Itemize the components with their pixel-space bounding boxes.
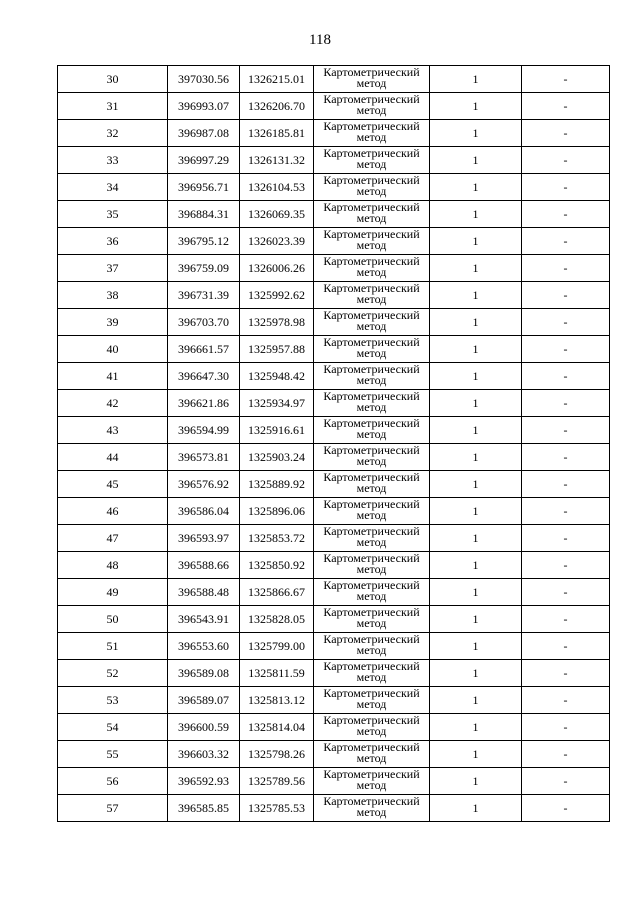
coordinate-x-cell: 396661.57 xyxy=(168,336,240,363)
description-cell: - xyxy=(522,768,610,795)
accuracy-cell: 1 xyxy=(430,660,522,687)
accuracy-cell: 1 xyxy=(430,471,522,498)
table-row xyxy=(58,741,610,768)
description-cell: - xyxy=(522,282,610,309)
description-cell: - xyxy=(522,741,610,768)
coordinate-x-cell: 396997.29 xyxy=(168,147,240,174)
accuracy-cell: 1 xyxy=(430,66,522,93)
accuracy-cell: 1 xyxy=(430,363,522,390)
method-cell xyxy=(314,201,430,228)
coordinate-x-cell: 396795.12 xyxy=(168,228,240,255)
method-cell xyxy=(314,660,430,687)
point-number-cell: 45 xyxy=(58,471,168,498)
method-label: Картометрический метод xyxy=(323,552,420,576)
coordinate-y-cell: 1325957.88 xyxy=(240,336,314,363)
method-cell xyxy=(314,687,430,714)
table-row xyxy=(58,660,610,687)
accuracy-cell: 1 xyxy=(430,120,522,147)
table-row xyxy=(58,552,610,579)
table-row xyxy=(58,336,610,363)
coordinate-y-cell: 1325889.92 xyxy=(240,471,314,498)
coordinate-y-cell: 1325866.67 xyxy=(240,579,314,606)
description-cell: - xyxy=(522,174,610,201)
coordinate-y-cell: 1325850.92 xyxy=(240,552,314,579)
description-cell: - xyxy=(522,147,610,174)
coordinate-y-cell: 1325896.06 xyxy=(240,498,314,525)
point-number-cell: 44 xyxy=(58,444,168,471)
point-number-cell: 47 xyxy=(58,525,168,552)
description-cell: - xyxy=(522,552,610,579)
description-cell: - xyxy=(522,687,610,714)
description-cell: - xyxy=(522,390,610,417)
coordinate-x-cell: 396588.66 xyxy=(168,552,240,579)
point-number-cell: 39 xyxy=(58,309,168,336)
accuracy-cell: 1 xyxy=(430,147,522,174)
description-cell: - xyxy=(522,714,610,741)
coordinate-x-cell: 396993.07 xyxy=(168,93,240,120)
accuracy-cell: 1 xyxy=(430,93,522,120)
description-cell: - xyxy=(522,444,610,471)
coordinate-y-cell: 1326215.01 xyxy=(240,66,314,93)
method-cell xyxy=(314,498,430,525)
method-cell xyxy=(314,174,430,201)
point-number-cell: 38 xyxy=(58,282,168,309)
point-number-cell: 49 xyxy=(58,579,168,606)
description-cell: - xyxy=(522,93,610,120)
description-cell: - xyxy=(522,633,610,660)
description-cell: - xyxy=(522,336,610,363)
method-label: Картометрический метод xyxy=(323,606,420,630)
accuracy-cell: 1 xyxy=(430,552,522,579)
accuracy-cell: 1 xyxy=(430,525,522,552)
table-row xyxy=(58,282,610,309)
method-label: Картометрический метод xyxy=(323,363,420,387)
method-cell xyxy=(314,768,430,795)
coordinate-y-cell: 1326023.39 xyxy=(240,228,314,255)
coordinate-x-cell: 397030.56 xyxy=(168,66,240,93)
coordinate-x-cell: 396603.32 xyxy=(168,741,240,768)
method-cell xyxy=(314,228,430,255)
description-cell: - xyxy=(522,66,610,93)
accuracy-cell: 1 xyxy=(430,687,522,714)
point-number-cell: 42 xyxy=(58,390,168,417)
coordinate-x-cell: 396589.07 xyxy=(168,687,240,714)
coordinate-x-cell: 396600.59 xyxy=(168,714,240,741)
point-number-cell: 36 xyxy=(58,228,168,255)
table-row xyxy=(58,471,610,498)
table-row xyxy=(58,417,610,444)
coordinate-y-cell: 1325814.04 xyxy=(240,714,314,741)
method-label: Картометрический метод xyxy=(323,525,420,549)
coordinate-y-cell: 1325903.24 xyxy=(240,444,314,471)
accuracy-cell: 1 xyxy=(430,606,522,633)
method-cell xyxy=(314,552,430,579)
accuracy-cell: 1 xyxy=(430,228,522,255)
table-row xyxy=(58,444,610,471)
description-cell: - xyxy=(522,606,610,633)
method-label: Картометрический метод xyxy=(323,768,420,792)
description-cell: - xyxy=(522,498,610,525)
method-label: Картометрический метод xyxy=(323,282,420,306)
method-cell xyxy=(314,147,430,174)
method-label: Картометрический метод xyxy=(323,795,420,819)
description-cell: - xyxy=(522,120,610,147)
coordinate-x-cell: 396956.71 xyxy=(168,174,240,201)
description-cell: - xyxy=(522,363,610,390)
accuracy-cell: 1 xyxy=(430,579,522,606)
point-number-cell: 50 xyxy=(58,606,168,633)
point-number-cell: 43 xyxy=(58,417,168,444)
point-number-cell: 53 xyxy=(58,687,168,714)
point-number-cell: 30 xyxy=(58,66,168,93)
coordinate-y-cell: 1325992.62 xyxy=(240,282,314,309)
table-row xyxy=(58,606,610,633)
method-label: Картометрический метод xyxy=(323,255,420,279)
coordinate-y-cell: 1325813.12 xyxy=(240,687,314,714)
point-number-cell: 32 xyxy=(58,120,168,147)
coordinate-x-cell: 396589.08 xyxy=(168,660,240,687)
accuracy-cell: 1 xyxy=(430,336,522,363)
coordinate-y-cell: 1325785.53 xyxy=(240,795,314,822)
coordinate-y-cell: 1326185.81 xyxy=(240,120,314,147)
coordinate-x-cell: 396576.92 xyxy=(168,471,240,498)
coordinate-x-cell: 396585.85 xyxy=(168,795,240,822)
method-cell xyxy=(314,417,430,444)
coordinate-y-cell: 1326006.26 xyxy=(240,255,314,282)
accuracy-cell: 1 xyxy=(430,174,522,201)
accuracy-cell: 1 xyxy=(430,309,522,336)
table-row xyxy=(58,633,610,660)
coordinate-x-cell: 396594.99 xyxy=(168,417,240,444)
accuracy-cell: 1 xyxy=(430,498,522,525)
table-row xyxy=(58,687,610,714)
coordinate-y-cell: 1326131.32 xyxy=(240,147,314,174)
point-number-cell: 52 xyxy=(58,660,168,687)
method-label: Картометрический метод xyxy=(323,336,420,360)
description-cell: - xyxy=(522,228,610,255)
coordinate-x-cell: 396592.93 xyxy=(168,768,240,795)
method-cell xyxy=(314,741,430,768)
method-label: Картометрический метод xyxy=(323,201,420,225)
table-row xyxy=(58,66,610,93)
accuracy-cell: 1 xyxy=(430,633,522,660)
table-row xyxy=(58,768,610,795)
point-number-cell: 35 xyxy=(58,201,168,228)
method-label: Картометрический метод xyxy=(323,390,420,414)
coordinate-y-cell: 1325934.97 xyxy=(240,390,314,417)
coordinate-y-cell: 1325978.98 xyxy=(240,309,314,336)
coordinate-y-cell: 1325948.42 xyxy=(240,363,314,390)
method-cell xyxy=(314,579,430,606)
description-cell: - xyxy=(522,660,610,687)
accuracy-cell: 1 xyxy=(430,282,522,309)
point-number-cell: 41 xyxy=(58,363,168,390)
point-number-cell: 56 xyxy=(58,768,168,795)
accuracy-cell: 1 xyxy=(430,417,522,444)
point-number-cell: 54 xyxy=(58,714,168,741)
point-number-cell: 31 xyxy=(58,93,168,120)
table-row xyxy=(58,255,610,282)
description-cell: - xyxy=(522,255,610,282)
method-label: Картометрический метод xyxy=(323,498,420,522)
method-label: Картометрический метод xyxy=(323,147,420,171)
accuracy-cell: 1 xyxy=(430,714,522,741)
method-cell xyxy=(314,390,430,417)
coordinates-table-body xyxy=(58,66,610,822)
table-row xyxy=(58,147,610,174)
table-row xyxy=(58,525,610,552)
description-cell: - xyxy=(522,795,610,822)
coordinate-x-cell: 396703.70 xyxy=(168,309,240,336)
method-cell xyxy=(314,444,430,471)
method-cell xyxy=(314,93,430,120)
method-label: Картометрический метод xyxy=(323,471,420,495)
table-row xyxy=(58,714,610,741)
accuracy-cell: 1 xyxy=(430,768,522,795)
method-cell xyxy=(314,120,430,147)
point-number-cell: 33 xyxy=(58,147,168,174)
point-number-cell: 40 xyxy=(58,336,168,363)
table-row xyxy=(58,93,610,120)
table-row xyxy=(58,309,610,336)
method-label: Картометрический метод xyxy=(323,579,420,603)
coordinate-y-cell: 1325853.72 xyxy=(240,525,314,552)
coordinate-x-cell: 396621.86 xyxy=(168,390,240,417)
method-cell xyxy=(314,525,430,552)
coordinate-y-cell: 1325798.26 xyxy=(240,741,314,768)
coordinate-x-cell: 396543.91 xyxy=(168,606,240,633)
point-number-cell: 37 xyxy=(58,255,168,282)
coordinate-x-cell: 396588.48 xyxy=(168,579,240,606)
point-number-cell: 55 xyxy=(58,741,168,768)
table-row xyxy=(58,201,610,228)
method-cell xyxy=(314,255,430,282)
method-label: Картометрический метод xyxy=(323,444,420,468)
coordinate-y-cell: 1326069.35 xyxy=(240,201,314,228)
accuracy-cell: 1 xyxy=(430,444,522,471)
accuracy-cell: 1 xyxy=(430,390,522,417)
coordinate-y-cell: 1326104.53 xyxy=(240,174,314,201)
description-cell: - xyxy=(522,201,610,228)
table-row xyxy=(58,174,610,201)
table-row xyxy=(58,228,610,255)
method-label: Картометрический метод xyxy=(323,687,420,711)
coordinate-y-cell: 1325811.59 xyxy=(240,660,314,687)
method-cell xyxy=(314,633,430,660)
coordinate-x-cell: 396987.08 xyxy=(168,120,240,147)
method-label: Картометрический метод xyxy=(323,714,420,738)
coordinate-y-cell: 1325828.05 xyxy=(240,606,314,633)
method-cell xyxy=(314,66,430,93)
table-row xyxy=(58,390,610,417)
coordinate-y-cell: 1325916.61 xyxy=(240,417,314,444)
table-row xyxy=(58,579,610,606)
method-cell xyxy=(314,606,430,633)
description-cell: - xyxy=(522,471,610,498)
description-cell: - xyxy=(522,579,610,606)
point-number-cell: 51 xyxy=(58,633,168,660)
accuracy-cell: 1 xyxy=(430,741,522,768)
description-cell: - xyxy=(522,309,610,336)
point-number-cell: 34 xyxy=(58,174,168,201)
page-number: 118 xyxy=(309,32,331,48)
method-cell xyxy=(314,363,430,390)
coordinate-x-cell: 396884.31 xyxy=(168,201,240,228)
method-label: Картометрический метод xyxy=(323,633,420,657)
method-label: Картометрический метод xyxy=(323,93,420,117)
coordinate-y-cell: 1325799.00 xyxy=(240,633,314,660)
coordinates-table xyxy=(57,65,610,822)
description-cell: - xyxy=(522,417,610,444)
accuracy-cell: 1 xyxy=(430,201,522,228)
method-cell xyxy=(314,336,430,363)
method-label: Картометрический метод xyxy=(323,417,420,441)
method-label: Картометрический метод xyxy=(323,309,420,333)
accuracy-cell: 1 xyxy=(430,795,522,822)
coordinate-x-cell: 396573.81 xyxy=(168,444,240,471)
coordinate-x-cell: 396553.60 xyxy=(168,633,240,660)
table-row xyxy=(58,120,610,147)
method-label: Картометрический метод xyxy=(323,741,420,765)
point-number-cell: 46 xyxy=(58,498,168,525)
method-label: Картометрический метод xyxy=(323,174,420,198)
coordinate-y-cell: 1325789.56 xyxy=(240,768,314,795)
coordinate-x-cell: 396647.30 xyxy=(168,363,240,390)
coordinate-x-cell: 396759.09 xyxy=(168,255,240,282)
method-label: Картометрический метод xyxy=(323,66,420,90)
method-cell xyxy=(314,471,430,498)
accuracy-cell: 1 xyxy=(430,255,522,282)
method-cell xyxy=(314,714,430,741)
method-label: Картометрический метод xyxy=(323,228,420,252)
coordinate-y-cell: 1326206.70 xyxy=(240,93,314,120)
method-label: Картометрический метод xyxy=(323,660,420,684)
method-label: Картометрический метод xyxy=(323,120,420,144)
point-number-cell: 57 xyxy=(58,795,168,822)
coordinate-x-cell: 396586.04 xyxy=(168,498,240,525)
method-cell xyxy=(314,795,430,822)
table-row xyxy=(58,795,610,822)
table-row xyxy=(58,363,610,390)
coordinate-x-cell: 396731.39 xyxy=(168,282,240,309)
point-number-cell: 48 xyxy=(58,552,168,579)
description-cell: - xyxy=(522,525,610,552)
method-cell xyxy=(314,282,430,309)
table-row xyxy=(58,498,610,525)
coordinate-x-cell: 396593.97 xyxy=(168,525,240,552)
method-cell xyxy=(314,309,430,336)
